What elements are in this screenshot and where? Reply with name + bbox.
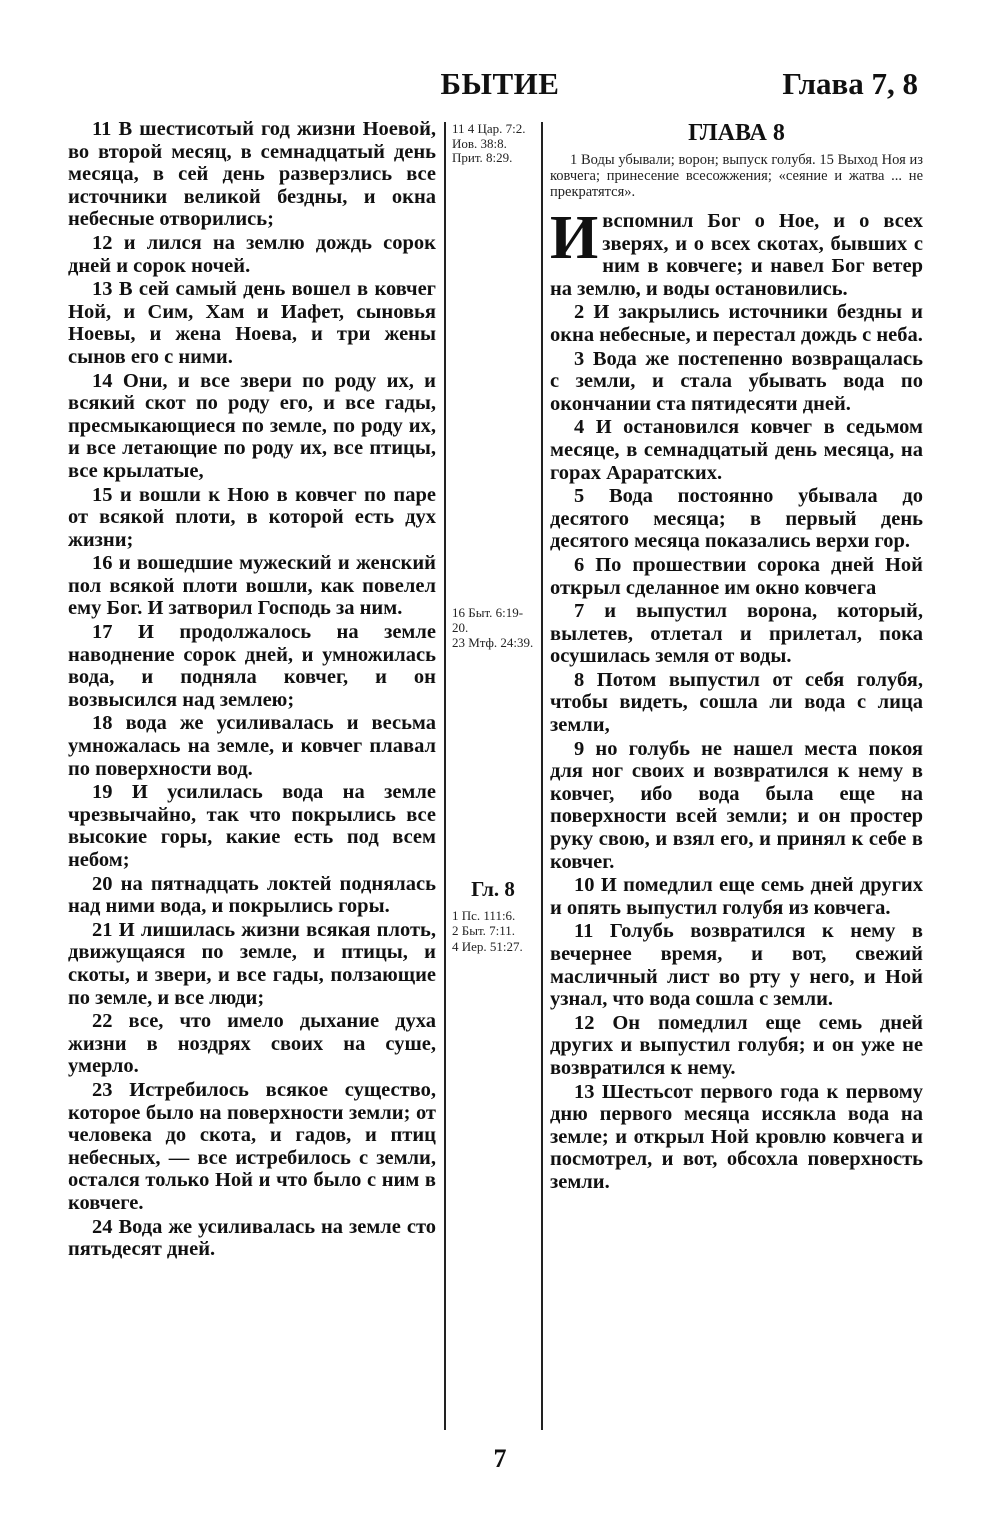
verse: 9 но голубь не нашел места покоя для ног своих и возвратился к нему в ковчег, ибо вода была еще на поверхности всей земли; и он простер руку свою, и взял его, и принял к себе в ковчег. (550, 737, 923, 873)
right-text-column (550, 118, 923, 1195)
verse: 12 Он помедлил еще семь дней других и выпустил голубя; и он уже не возвратился к нему. (550, 1011, 923, 1079)
verse: 2 И закрылись источники бездны и окна небесные, и перестал дождь с неба. (550, 301, 923, 346)
verse: 13 Шестьсот первого года к первому дню первого месяца иссякла вода на земле; и открыл Ной кровлю ковчега и посмотрел, и вот, обсохла поверхность земли. (550, 1080, 923, 1193)
verse: 10 И помедлил еще семь дней других и опять выпустил голубя из ковчега. (550, 874, 923, 919)
verse: 22 все, что имело дыхание духа жизни в ноздрях своих на суше, умерло. (68, 1010, 436, 1078)
cross-reference: 11 4 Цар. 7:2. Иов. 38:8. Прит. 8:29. (452, 121, 526, 165)
verse: 16 и вошедшие мужеский и женский пол всякой плоти вошли, как повелел ему Бог. И затворил Господь за ним. (68, 552, 436, 620)
cross-reference: 2 Быт. 7:11. (452, 923, 516, 938)
running-head-chapter: Глава 7, 8 (782, 66, 918, 101)
verse-first-text: вспомнил Бог о Ное, и о всех зверях, и о всех скотах, бывших с ним в ковчеге; и навел Бог ветер на землю, и воды остановились. (550, 210, 923, 300)
cross-references-group-b (452, 606, 534, 652)
verse: 18 вода же усиливалась и весьма умножалась на земле, и ковчег плавал по поверхности вод. (68, 712, 436, 780)
margin-chapter-label: Гл. 8 (471, 877, 515, 901)
column-divider-left (444, 122, 446, 1430)
cross-reference: 4 Иер. 51:27. (452, 938, 523, 954)
chapter-summary: 1 Воды убывали; ворон; выпуск голубя. 15 Выход Ноя из ковчега; принесение всесожжения; «сеяние и жатва ... не прекратятся». (550, 152, 923, 200)
verse: 6 По прошествии сорока дней Ной открыл сделанное им окно ковчега (550, 553, 923, 599)
verse: 12 и лился на землю дождь сорок дней и сорок ночей. (68, 231, 436, 277)
verse: 15 и вошли к Ною в ковчег по паре от всякой плоти, в которой есть дух жизни; (68, 483, 436, 551)
verse-first (550, 204, 923, 300)
cross-reference: 23 Мтф. 24:39. (452, 635, 534, 650)
verse: 23 Истребилось всякое существо, которое было на поверхности земли; от человека до скота, и гадов, и птиц небесных, — все истребилось с земли, остался только Ной и что было с ним в ковчеге. (68, 1078, 436, 1214)
left-text-column (68, 118, 436, 1262)
verse: 20 на пятнадцать локтей поднялась над ними вода, и покрылись горы. (68, 872, 436, 918)
verse: 21 И лишилась жизни всякая плоть, движущаяся по земле, и птицы, и скоты, и звери, и все гады, ползающие по земле, и все люди; (68, 918, 436, 1009)
verse: 7 и выпустил ворона, который, вылетев, отлетал и прилетал, пока осушилась земля от воды. (550, 600, 923, 668)
column-divider-right (541, 122, 543, 1430)
verse: 14 Они, и все звери по роду их, и всякий скот по роду его, и все гады, пресмыкающиеся по земле, по роду их, и все летающие по роду их, все птицы, все крылатые, (68, 369, 436, 482)
cross-reference: 16 Быт. 6:19-20. (452, 605, 524, 635)
verse: 5 Вода постоянно убывала до десятого месяца; в первый день десятого месяца показались верхи гор. (550, 485, 923, 553)
verse: 24 Вода же усиливалась на земле сто пятьдесят дней. (68, 1215, 436, 1261)
cross-reference: 1 Пс. 111:6. (452, 907, 516, 923)
verse: 13 В сей самый день вошел в ковчег Ной, и Сим, Хам и Иафет, сыновья Ноевы, и жена Ноева, и три жены сынов его с ними. (68, 278, 436, 368)
verse: 17 И продолжалось на земле наводнение сорок дней, и умножилась вода, и подняла ковчег, и он возвысился над землею; (68, 621, 436, 711)
verse: 8 Потом выпустил от себя голубя, чтобы видеть, сошла ли вода с лица земли, (550, 668, 923, 737)
cross-references-group-c (452, 877, 534, 955)
verse: 3 Вода же постепенно возвращалась с земли, и стала убывать вода по окончании ста пятидесяти дней. (550, 347, 923, 415)
book-title: БЫТИЕ (440, 66, 560, 101)
chapter-heading: ГЛАВА 8 (688, 120, 785, 146)
verse: 11 Голубь возвратился к нему в вечернее время, и вот, свежий масличный лист во рту у него, и Ной узнал, что вода сошла с земли. (550, 920, 923, 1011)
verse: 4 И остановился ковчег в седьмом месяце, в семнадцатый день месяца, на горах Араратских. (550, 416, 923, 484)
verse: 11 В шестисотый год жизни Ноевой, во второй месяц, в семнадцатый день месяца, в сей день разверзлись все источники великой бездны, и окна небесные отворились; (68, 118, 436, 231)
verse: 19 И усилилась вода на земле чрезвычайно, так что покрылись все высокие горы, какие есть под всем небом; (68, 781, 436, 871)
drop-cap-letter: И (550, 204, 599, 272)
cross-references-group-a (452, 122, 534, 167)
page-number: 7 (493, 1444, 507, 1473)
